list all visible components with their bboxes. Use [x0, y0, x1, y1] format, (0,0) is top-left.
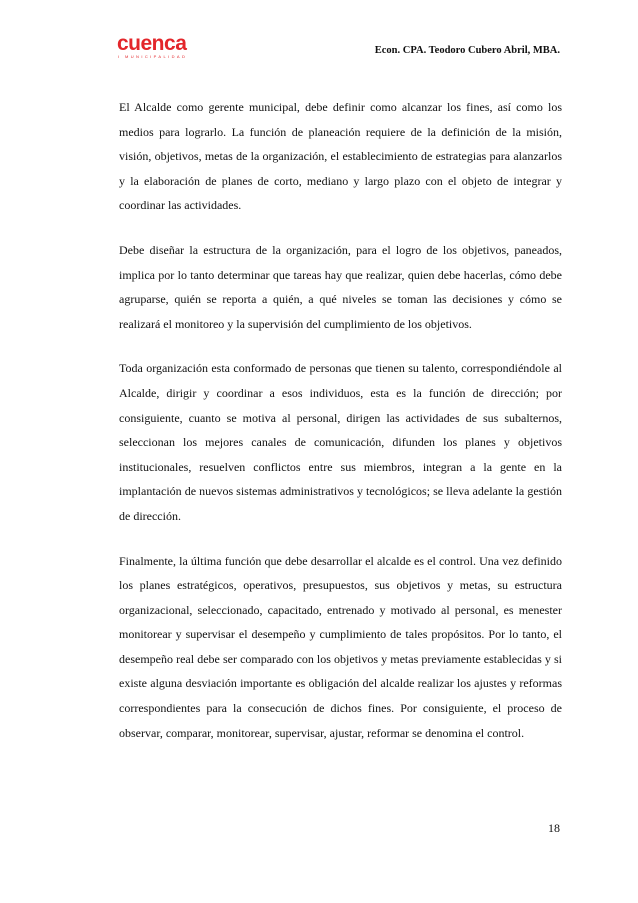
header-author: Econ. CPA. Teodoro Cubero Abril, MBA.: [374, 45, 560, 56]
paragraph-3: Toda organización esta conformado de personas que tienen su talento, correspondiéndole al Alcalde, dirigir y coordinar a esos individuos, esta es la función de dirección; por consiguiente, cuanto se motiva al personal, dirigen las actividades de sus subalternos, seleccionan los mejores canales de comunicación, difunden los planes y objetivos institucionales, resuelven conflictos entre sus miembros, integran a la gente en la implantación de nuevos sistemas administrativos y tecnológicos; se lleva adelante la gestión de dirección.: [119, 361, 562, 523]
paragraph-2: Debe diseñar la estructura de la organización, para el logro de los objetivos, paneados, implica por lo tanto determinar que tareas hay que realizar, quien debe hacerlas, cómo debe agruparse, quién se reporta a quién, a qué niveles se toman las decisiones y cómo se realizará el monitoreo y la supervisión del cumplimiento de los objetivos.: [119, 242, 562, 331]
paragraph-1: El Alcalde como gerente municipal, debe definir como alcanzar los fines, así como los medios para lograrlo. La función de planeación requiere de la definición de la misión, visión, objetivos, metas de la organización, el establecimiento de estrategias para alanzarlos y la elaboración de planes de corto, mediano y largo plazo con el objeto de integrar y coordinar las actividades.: [119, 100, 562, 213]
body-text: [119, 95, 562, 765]
paragraph-4: Finalmente, la última función que debe desarrollar el alcalde es el control. Una vez definido los planes estratégicos, operativos, presupuestos, sus objetivos y metas, su estructura organizacional, seleccionado, capacitado, entrenado y motivado al personal, es menester monitorear y supervisar el desempeño y cumplimiento de tales propósitos. Por lo tanto, el desempeño real debe ser comparado con los objetivos y metas previamente establecidas y si existe alguna desviación importante es obligación del alcalde realizar los ajustes y reformas correspondientes para la consecución de dichos fines. Por consiguiente, el proceso de observar, comparar, monitorear, supervisar, ajustar, reformar se denomina el control.: [119, 553, 562, 740]
logo-subtitle: I MUNICIPALIDAD: [118, 54, 188, 59]
page-number: 18: [548, 821, 560, 835]
cuenca-logo: [117, 34, 209, 62]
logo-wordmark: cuenca: [117, 32, 187, 55]
